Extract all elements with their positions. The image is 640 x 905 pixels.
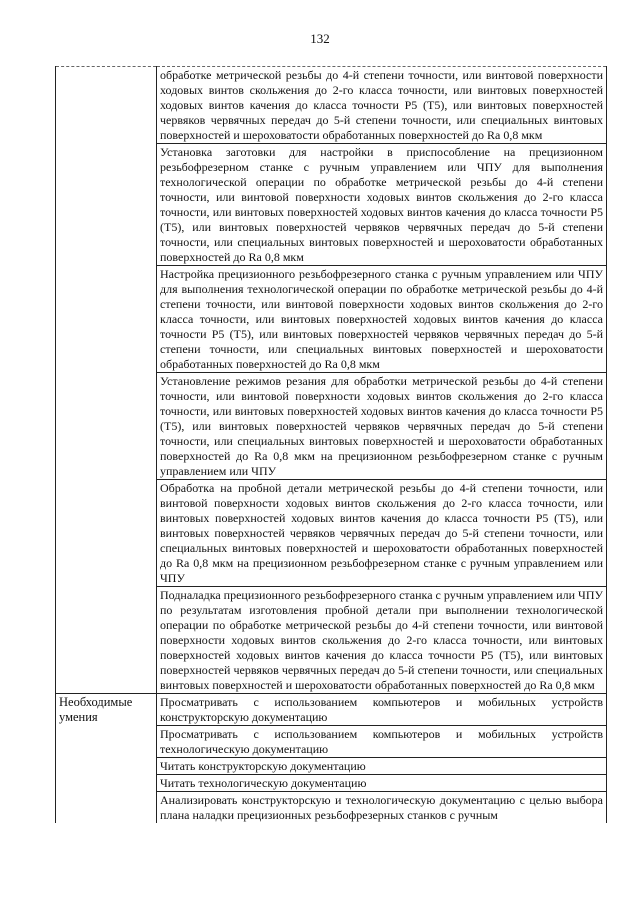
competency-table <box>55 66 607 823</box>
table-row <box>56 144 607 266</box>
table-row <box>56 266 607 373</box>
row-text: Установление режимов резания для обработки метрической резьбы до 4-й степени точности, или винтовой поверхности ходовых винтов скольжения до 2-го класса точности, или винтовых поверхностей ходовых винтов качения до класса точности P5 (T5), или винтовых поверхностей червяков червячных передач до 5-й степени точности, или специальных винтовых поверхностей и шероховатости обработанных поверхностей до Ra 0,8 мкм на прецизионном резьбофрезерном станке с ручным управлением или ЧПУ <box>157 373 607 480</box>
row-text: Просматривать с использованием компьютеров и мобильных устройств технологическую документацию <box>157 726 607 758</box>
document-table-frame <box>55 66 607 823</box>
row-label <box>56 480 157 587</box>
table-row <box>56 775 607 792</box>
row-text: Подналадка прецизионного резьбофрезерного станка с ручным управлением или ЧПУ по результатам изготовления пробной детали при выполнении технологической операции по обработке метрической резьбы до 4-й степени точности, или винтовой поверхности ходовых винтов скольжения до 2-го класса точности, или винтовых поверхностей ходовых винтов качения до класса точности P5 (T5), или винтовых поверхностей червяков червячных передач до 5-й степени точности, или специальных винтовых поверхностей и шероховатости обработанных поверхностей до Ra 0,8 мкм <box>157 587 607 694</box>
row-text: Читать технологическую документацию <box>157 775 607 792</box>
table-row <box>56 694 607 726</box>
row-label <box>56 144 157 266</box>
row-label <box>56 266 157 373</box>
table-row <box>56 587 607 694</box>
row-text: Обработка на пробной детали метрической резьбы до 4-й степени точности, или винтовой поверхности ходовых винтов скольжения до 2-го класса точности, или винтовых поверхностей ходовых винтов качения до класса точности P5 (T5), или винтовых поверхностей червяков червячных передач до 5-й степени точности, или специальных винтовых поверхностей и шероховатости обработанных поверхностей до Ra 0,8 мкм на прецизионном резьбофрезерном станке с ручным управлением или ЧПУ <box>157 480 607 587</box>
row-label <box>56 67 157 144</box>
table-row <box>56 373 607 480</box>
row-label <box>56 587 157 694</box>
table-row <box>56 758 607 775</box>
row-label <box>56 758 157 775</box>
row-text: Установка заготовки для настройки в приспособление на прецизионном резьбофрезерном станке с ручным управлением или ЧПУ для выполнения технологической операции по обработке метрической резьбы до 4-й степени точности, или винтовой поверхности ходовых винтов скольжения до 2-го класса точности, или винтовых поверхностей ходовых винтов качения до класса точности P5 (T5), или винтовых поверхностей червяков червячных передач до 5-й степени точности, или специальных винтовых поверхностей и шероховатости обработанных поверхностей до Ra 0,8 мкм <box>157 144 607 266</box>
row-text: обработке метрической резьбы до 4-й степени точности, или винтовой поверхности ходовых винтов скольжения до 2-го класса точности, или винтовых поверхностей ходовых винтов качения до класса точности P5 (T5), или винтовых поверхностей червяков червячных передач до 5-й степени точности, или специальных винтовых поверхностей и шероховатости обработанных поверхностей до Ra 0,8 мкм <box>157 67 607 144</box>
table-row <box>56 480 607 587</box>
table-row <box>56 726 607 758</box>
row-label <box>56 726 157 758</box>
row-text: Просматривать с использованием компьютеров и мобильных устройств конструкторскую документацию <box>157 694 607 726</box>
row-label <box>56 792 157 824</box>
page-number: 132 <box>310 31 330 46</box>
row-text: Анализировать конструкторскую и технологическую документацию с целью выбора плана наладки прецизионных резьбофрезерных станков с ручным <box>157 792 607 824</box>
row-text: Настройка прецизионного резьбофрезерного станка с ручным управлением или ЧПУ для выполнения технологической операции по обработке метрической резьбы до 4-й степени точности, или винтовой поверхности ходовых винтов скольжения до 2-го класса точности, или винтовых поверхностей ходовых винтов качения до класса точности P5 (T5), или винтовых поверхностей червяков червячных передач до 5-й степени точности, или специальных винтовых поверхностей и шероховатости обработанных поверхностей до Ra 0,8 мкм <box>157 266 607 373</box>
table-row <box>56 792 607 824</box>
row-text: Читать конструкторскую документацию <box>157 758 607 775</box>
section-label-required-skills: Необходимые умения <box>56 694 157 726</box>
table-row <box>56 67 607 144</box>
row-label <box>56 775 157 792</box>
row-label <box>56 373 157 480</box>
